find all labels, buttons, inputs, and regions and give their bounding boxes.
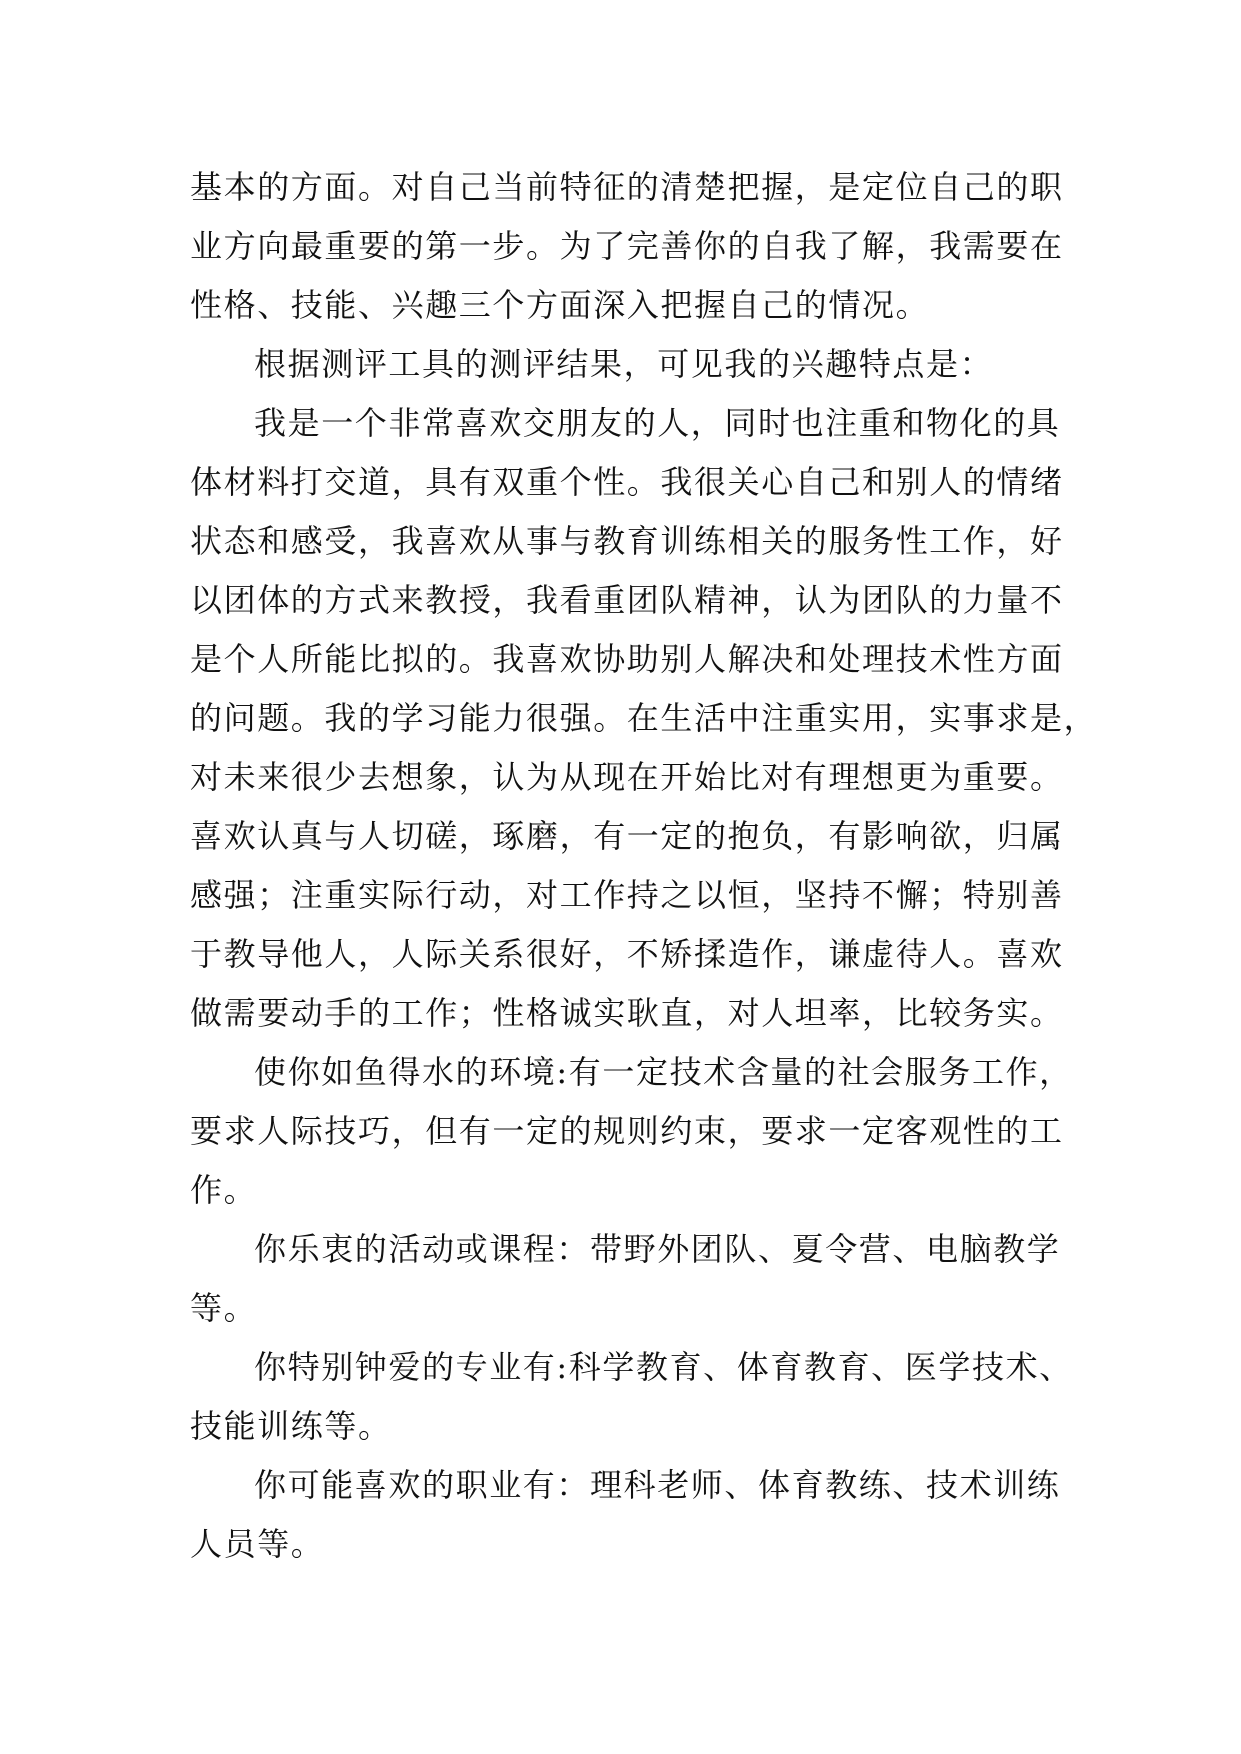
text-line: 感强；注重实际行动，对工作持之以恒，坚持不懈；特别善 — [190, 876, 1064, 914]
text-line: 你可能喜欢的职业有：理科老师、体育教练、技术训练 — [254, 1466, 1061, 1504]
text-line: 业方向最重要的第一步。为了完善你的自我了解，我需要在 — [190, 227, 1064, 265]
text-line: 等。 — [190, 1289, 258, 1327]
text-line: 的问题。我的学习能力很强。在生活中注重实用，实事求是， — [190, 699, 1098, 737]
text-line: 体材料打交道，具有双重个性。我很关心自己和别人的情绪 — [190, 463, 1064, 501]
text-line: 基本的方面。对自己当前特征的清楚把握，是定位自己的职 — [190, 168, 1064, 206]
body-text — [190, 158, 1098, 1574]
text-line: 我是一个非常喜欢交朋友的人，同时也注重和物化的具 — [254, 404, 1061, 442]
text-line: 是个人所能比拟的。我喜欢协助别人解决和处理技术性方面 — [190, 640, 1064, 678]
text-line: 作。 — [190, 1171, 258, 1209]
text-line: 喜欢认真与人切磋，琢磨，有一定的抱负，有影响欲，归属 — [190, 817, 1064, 855]
text-line: 使你如鱼得水的环境:有一定技术含量的社会服务工作， — [254, 1053, 1073, 1091]
text-line: 你特别钟爱的专业有:科学教育、体育教育、医学技术、 — [254, 1348, 1073, 1386]
text-line: 做需要动手的工作；性格诚实耿直，对人坦率，比较务实。 — [190, 994, 1064, 1032]
text-line: 性格、技能、兴趣三个方面深入把握自己的情况。 — [190, 286, 930, 324]
text-line: 对未来很少去想象，认为从现在开始比对有理想更为重要。 — [190, 758, 1064, 796]
text-line: 以团体的方式来教授，我看重团队精神，认为团队的力量不 — [190, 581, 1064, 619]
text-line: 你乐衷的活动或课程：带野外团队、夏令营、电脑教学 — [254, 1230, 1061, 1268]
text-line: 状态和感受，我喜欢从事与教育训练相关的服务性工作，好 — [190, 522, 1064, 560]
text-line: 于教导他人，人际关系很好，不矫揉造作，谦虚待人。喜欢 — [190, 935, 1064, 973]
text-line: 要求人际技巧，但有一定的规则约束，要求一定客观性的工 — [190, 1112, 1064, 1150]
text-line: 人员等。 — [190, 1525, 325, 1563]
text-line: 技能训练等。 — [190, 1407, 392, 1445]
text-line: 根据测评工具的测评结果，可见我的兴趣特点是： — [254, 345, 994, 383]
